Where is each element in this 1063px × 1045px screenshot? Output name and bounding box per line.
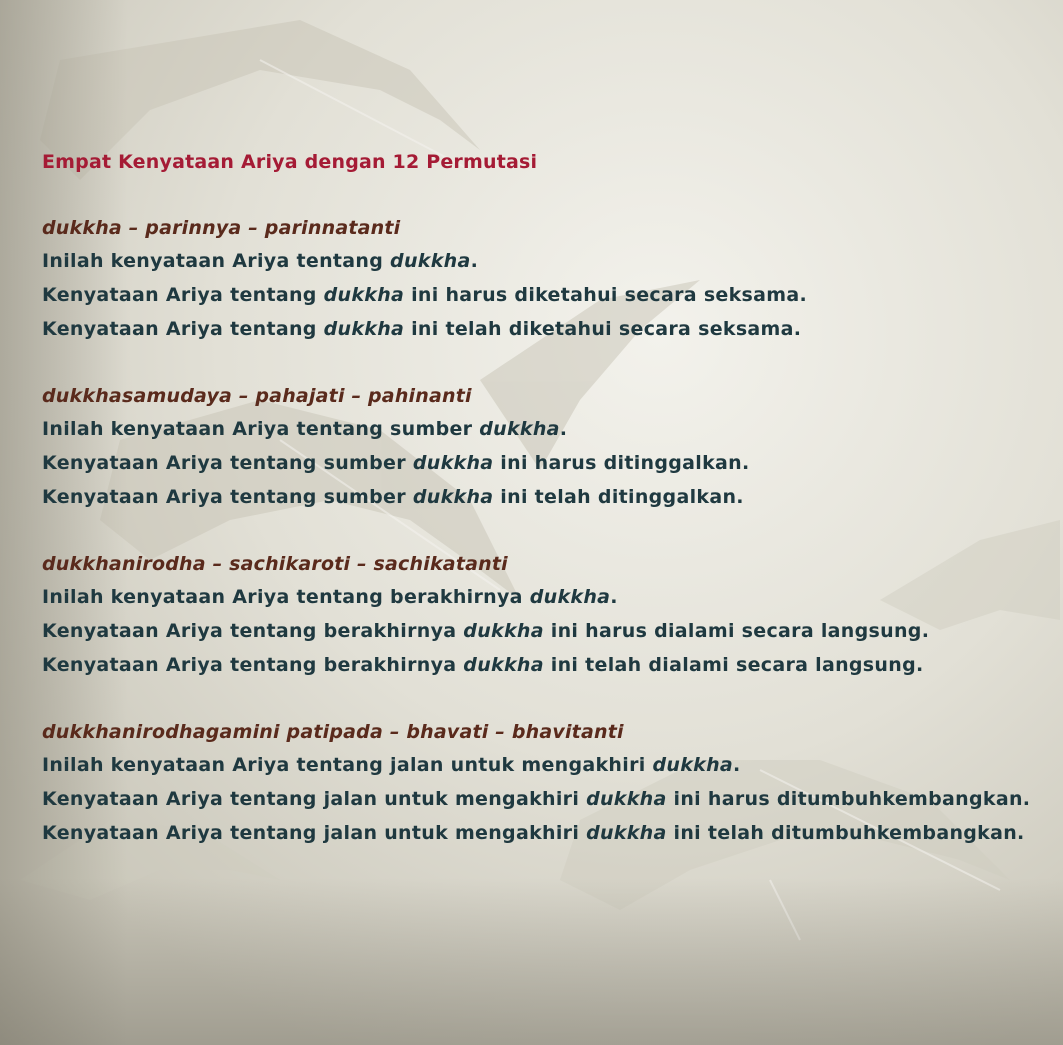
section-line: Kenyataan Ariya tentang dukkha ini harus diketahui secara seksama.: [42, 284, 808, 306]
section-heading: dukkha – parinnya – parinnatanti: [42, 217, 401, 239]
section-heading: dukkhanirodhagamini patipada – bhavati – bhavitanti: [42, 721, 624, 743]
section-line: Kenyataan Ariya tentang sumber dukkha ini telah ditinggalkan.: [42, 486, 744, 508]
section-line: Kenyataan Ariya tentang dukkha ini telah diketahui secara seksama.: [42, 318, 802, 340]
section-line: Inilah kenyataan Ariya tentang dukkha.: [42, 250, 479, 272]
truth-section-3: [42, 548, 1042, 682]
truth-section-2: [42, 380, 1042, 514]
section-line: Inilah kenyataan Ariya tentang berakhirnya dukkha.: [42, 586, 618, 608]
section-heading: dukkhasamudaya – pahajati – pahinanti: [42, 385, 472, 407]
section-line: Kenyataan Ariya tentang berakhirnya dukkha ini telah dialami secara langsung.: [42, 654, 924, 676]
truth-section-4: [42, 716, 1042, 850]
section-line: Kenyataan Ariya tentang berakhirnya dukkha ini harus dialami secara langsung.: [42, 620, 930, 642]
section-line: Kenyataan Ariya tentang sumber dukkha ini harus ditinggalkan.: [42, 452, 750, 474]
section-heading: dukkhanirodha – sachikaroti – sachikatanti: [42, 553, 508, 575]
document-body: [42, 146, 1042, 884]
truth-section-1: [42, 212, 1042, 346]
section-line: Inilah kenyataan Ariya tentang sumber dukkha.: [42, 418, 568, 440]
section-line: Kenyataan Ariya tentang jalan untuk mengakhiri dukkha ini harus ditumbuhkembangkan.: [42, 788, 1031, 810]
document-title: Empat Kenyataan Ariya dengan 12 Permutasi: [42, 151, 538, 173]
section-line: Kenyataan Ariya tentang jalan untuk mengakhiri dukkha ini telah ditumbuhkembangkan.: [42, 822, 1025, 844]
section-line: Inilah kenyataan Ariya tentang jalan untuk mengakhiri dukkha.: [42, 754, 741, 776]
